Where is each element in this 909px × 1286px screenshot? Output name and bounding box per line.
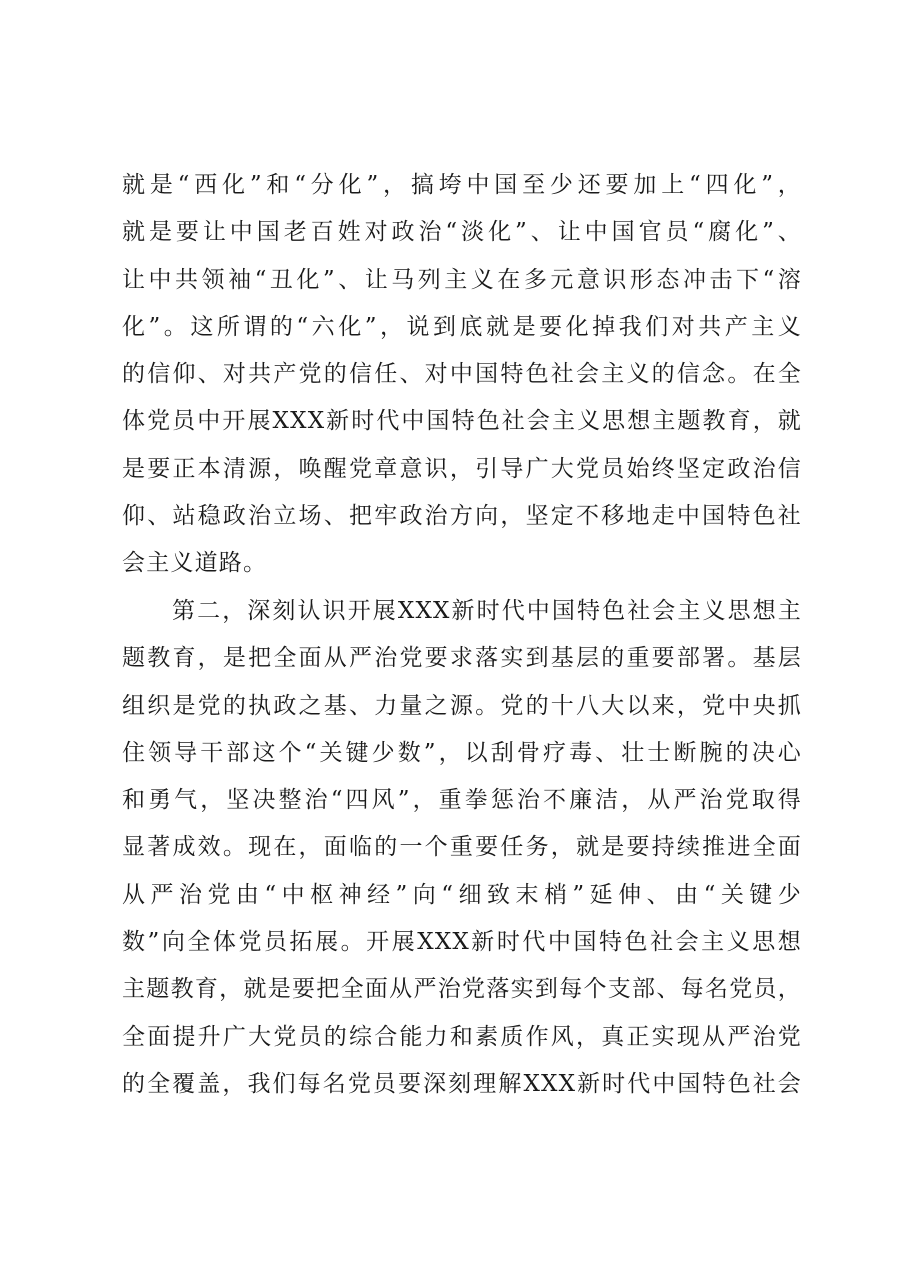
- paragraph-1-line: 体党员中开展XXX新时代中国特色社会主义思想主题教育，就: [122, 408, 802, 435]
- paragraph-2-line: 第二，深刻认识开展XXX新时代中国特色社会主义思想主: [172, 598, 802, 624]
- paragraph-1-line: 的信仰、对共产党的信任、对中国特色社会主义的信念。在全: [122, 361, 802, 388]
- paragraph-2-line: 显著成效。现在，面临的一个重要任务，就是要持续推进全面: [122, 834, 802, 861]
- paragraph-1-line: 化”。这所谓的“六化”，说到底就是要化掉我们对共产主义: [122, 313, 802, 340]
- paragraph-2-line: 全面提升广大党员的综合能力和素质作风，真正实现从严治党: [122, 1023, 802, 1050]
- paragraph-2-line: 主题教育，就是要把全面从严治党落实到每个支部、每名党员，: [122, 976, 802, 1003]
- paragraph-2-line: 题教育，是把全面从严治党要求落实到基层的重要部署。基层: [122, 645, 802, 672]
- paragraph-2-line: 的全覆盖，我们每名党员要深刻理解XXX新时代中国特色社会: [122, 1070, 802, 1097]
- paragraph-2-line: 住领导干部这个“关键少数”，以刮骨疗毒、壮士断腕的决心: [122, 739, 802, 766]
- paragraph-1-line: 是要正本清源，唤醒党章意识，引导广大党员始终坚定政治信: [122, 455, 802, 482]
- paragraph-2-line: 组织是党的执政之基、力量之源。党的十八大以来，党中央抓: [122, 692, 802, 719]
- paragraph-2-line: 从严治党由“中枢神经”向“细致末梢”延伸、由“关键少: [122, 881, 802, 908]
- paragraph-1: [122, 162, 802, 588]
- paragraph-1-line: 就是“西化”和“分化”，搞垮中国至少还要加上“四化”，: [122, 172, 802, 198]
- paragraph-2: [122, 588, 802, 1108]
- paragraph-2-line: 和勇气，坚决整治“四风”，重拳惩治不廉洁，从严治党取得: [122, 787, 802, 814]
- paragraph-1-line: 让中共领袖“丑化”、让马列主义在多元意识形态冲击下“溶: [122, 266, 802, 293]
- paragraph-2-line: 数”向全体党员拓展。开展XXX新时代中国特色社会主义思想: [122, 929, 802, 956]
- paragraph-1-line: 就是要让中国老百姓对政治“淡化”、让中国官员“腐化”、: [122, 219, 802, 246]
- paragraph-1-line: 会主义道路。: [122, 550, 268, 577]
- paragraph-1-line: 仰、站稳政治立场、把牢政治方向，坚定不移地走中国特色社: [122, 503, 802, 530]
